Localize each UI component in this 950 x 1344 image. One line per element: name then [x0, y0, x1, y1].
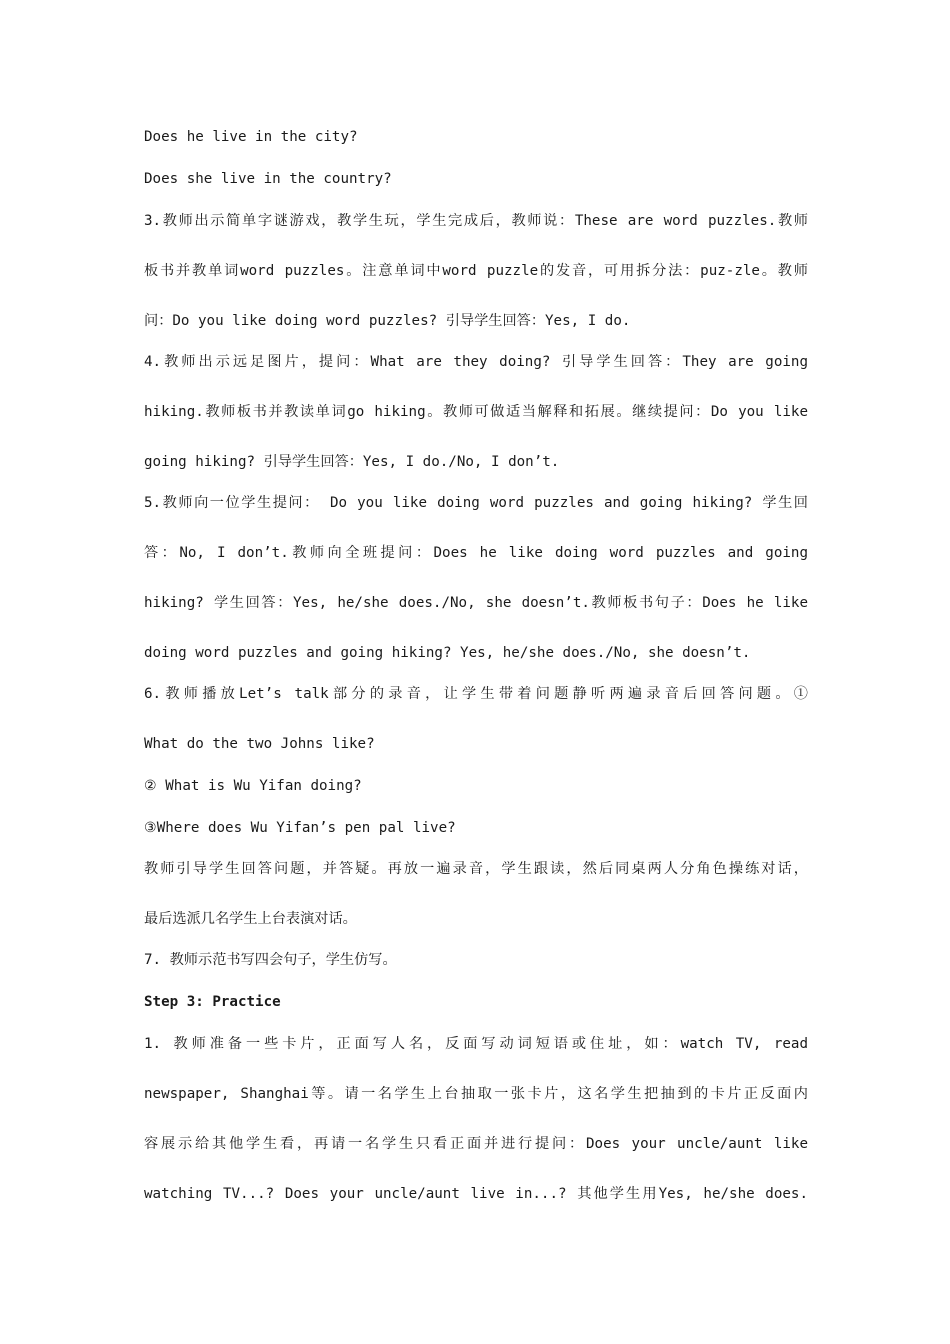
text-line-19: 7. 教师示范书写四会句子，学生仿写。 [144, 952, 397, 968]
text-line-15: ② What is Wu Yifan doing? [144, 778, 362, 794]
text-line-17: 教师引导学生回答问题，并答疑。再放一遍录音，学生跟读，然后同桌两人分角色操练对话， [144, 861, 808, 877]
text-line-23: 容展示给其他学生看，再请一名学生只看正面并进行提问：Does your uncle/aunt like [144, 1136, 808, 1152]
text-line-12: doing word puzzles and going hiking? Yes, he/she does./No, she doesn’t. [144, 645, 751, 661]
text-line-8: going hiking? 引导学生回答：Yes, I do./No, I don’t. [144, 454, 560, 470]
text-line-24: watching TV...? Does your uncle/aunt live in...? 其他学生用Yes, he/she does. [144, 1186, 808, 1202]
text-line-5: 问：Do you like doing word puzzles? 引导学生回答：Yes, I do. [144, 313, 631, 329]
text-line-6: 4.教师出示远足图片，提问：What are they doing? 引导学生回答：They are going [144, 354, 808, 370]
text-line-18: 最后选派几名学生上台表演对话。 [144, 911, 357, 927]
text-line-13: 6.教师播放Let’s talk部分的录音，让学生带着问题静听两遍录音后回答问题。① [144, 686, 808, 702]
text-line-7: hiking.教师板书并教读单词go hiking。教师可做适当解释和拓展。继续提问：Do you like [144, 404, 808, 420]
text-line-3: 3.教师出示简单字谜游戏，教学生玩，学生完成后，教师说：These are word puzzles.教师 [144, 213, 808, 229]
text-line-4: 板书并教单词word puzzles。注意单词中word puzzle的发音，可用拆分法：puz-zle。教师 [144, 263, 808, 279]
text-line-10: 答：No, I don’t.教师向全班提问：Does he like doing word puzzles and going [144, 545, 808, 561]
section-heading: Step 3: Practice [144, 994, 281, 1010]
text-line-16: ③Where does Wu Yifan’s pen pal live? [144, 820, 456, 836]
text-line-22: newspaper, Shanghai等。请一名学生上台抽取一张卡片，这名学生把抽到的卡片正反面内 [144, 1086, 808, 1102]
text-line-1: Does he live in the city? [144, 129, 358, 145]
text-line-14: What do the two Johns like? [144, 736, 375, 752]
text-line-11: hiking? 学生回答：Yes, he/she does./No, she doesn’t.教师板书句子：Does he like [144, 595, 808, 611]
text-line-21: 1. 教师准备一些卡片，正面写人名，反面写动词短语或住址，如：watch TV, read [144, 1036, 808, 1052]
text-line-2: Does she live in the country? [144, 171, 392, 187]
text-line-9: 5.教师向一位学生提问： Do you like doing word puzzles and going hiking? 学生回 [144, 495, 808, 511]
